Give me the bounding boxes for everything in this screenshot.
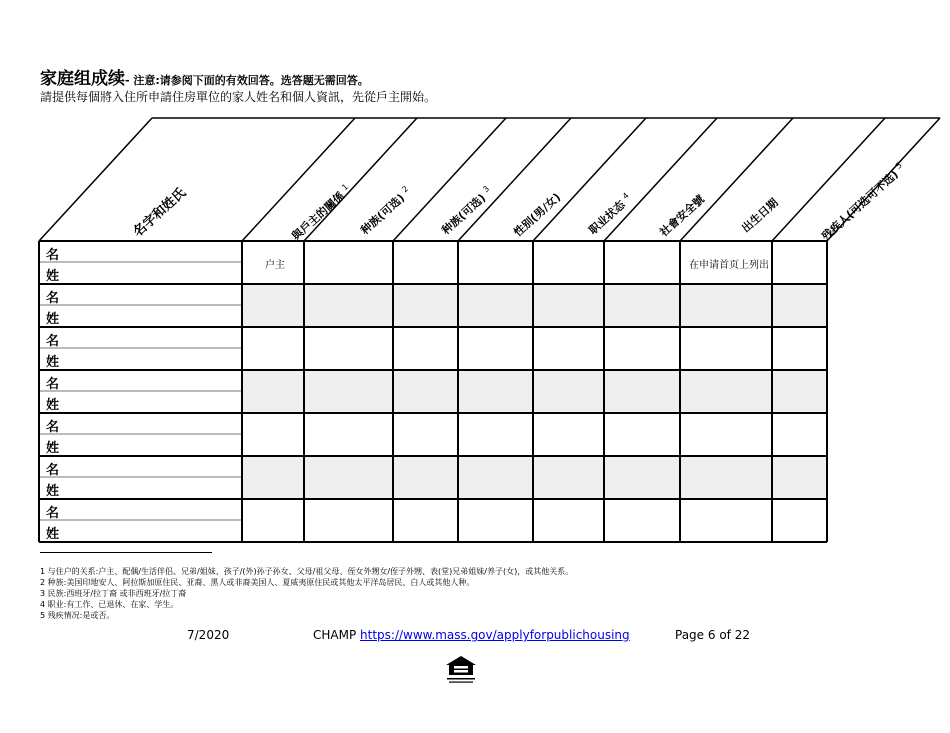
row-1-last-name-label: 姓 <box>46 269 60 284</box>
footnote-4: 4 职业:有工作、已退休、在家、学生。 <box>40 600 179 609</box>
row-3-first-name-label: 名 <box>46 334 60 349</box>
footnote-divider <box>40 552 212 553</box>
footnote-1: 1 与住户的关系:户主、配偶/生活伴侣、兄弟/姐妹、孩子/(外)孙子孙女、父母/祖父母、侄女外甥女/侄子外甥、表(堂)兄弟姐妹/养子(女)，或其他关系。 <box>40 567 574 576</box>
equal-housing-opportunity-icon <box>443 655 479 685</box>
column-header-ssn: 社會安全號 <box>657 192 707 240</box>
row-4-last-name-label: 姓 <box>46 398 60 413</box>
section-note: - 注意:请参阅下面的有效回答。选答题无需回答。 <box>125 74 369 87</box>
footer-url-link[interactable]: https://www.mass.gov/applyforpublichousing <box>360 628 630 642</box>
column-header-ethnicity: 种族(可选) $^3$ <box>439 184 492 238</box>
shaded-rows <box>242 284 827 499</box>
column-header-relationship: 與戶主的關係 $^1$ <box>289 182 350 244</box>
row-6-last-name-label: 姓 <box>46 484 60 499</box>
footnotes <box>40 566 573 621</box>
row-1-dob-value: 在申请首页上列出 <box>689 260 769 271</box>
section-title: 家庭组成续 <box>40 69 125 89</box>
footnote-3: 3 民族:西班牙/拉丁裔 或非西班牙/拉丁裔 <box>40 589 187 598</box>
column-header-sex: 性别(男/女) <box>511 190 564 240</box>
row-5-last-name-label: 姓 <box>46 441 60 456</box>
column-header-dob: 出生日期 <box>739 196 781 236</box>
column-header-name: 名字和姓氏 <box>130 185 190 241</box>
row-1-first-name-label: 名 <box>46 248 60 263</box>
section-instructions: 請提供每個將入住所申請住房單位的家人姓名和個人資訊，先從戶主開始。 <box>40 90 437 104</box>
row-1-relationship-value: 户主 <box>265 260 285 271</box>
footnote-5: 5 残疾情况:是或否。 <box>40 611 115 620</box>
footer-program <box>313 628 630 642</box>
row-2-first-name-label: 名 <box>46 291 60 306</box>
column-header-employment: 职业状态 $^4$ <box>586 190 631 238</box>
footnote-2: 2 种族:美国印地安人、阿拉斯加原住民、亚裔、黑人或非裔美国人、夏威夷原住民或其他太平洋岛居民、白人或其他人种。 <box>40 578 475 587</box>
row-6-first-name-label: 名 <box>46 463 60 478</box>
row-3-last-name-label: 姓 <box>46 355 60 370</box>
column-header-disabled: 残疾人(可选可不选) $^5$ <box>819 160 904 244</box>
row-7-last-name-label: 姓 <box>46 527 60 542</box>
row-4-first-name-label: 名 <box>46 377 60 392</box>
footer-program-name: CHAMP <box>313 628 357 642</box>
row-2-last-name-label: 姓 <box>46 312 60 327</box>
footer-date: 7/2020 <box>187 628 230 642</box>
column-header-race: 种族(可选) $^2$ <box>358 184 411 238</box>
row-7-first-name-label: 名 <box>46 506 60 521</box>
footer-page-number: Page 6 of 22 <box>675 628 750 642</box>
row-5-first-name-label: 名 <box>46 420 60 435</box>
